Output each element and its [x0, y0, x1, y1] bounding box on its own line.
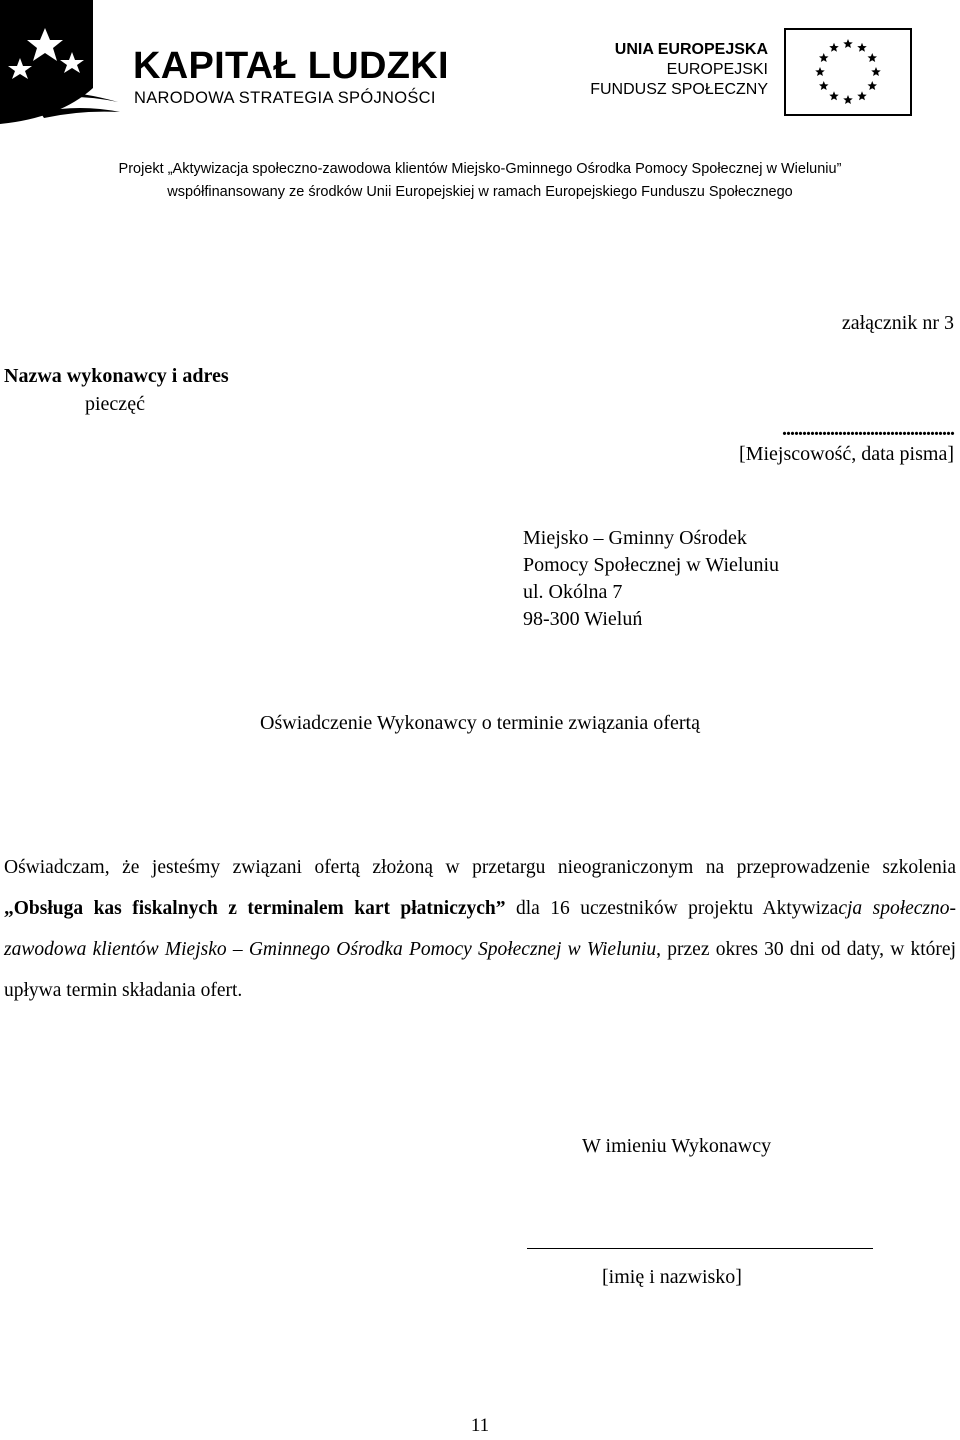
recipient-line-2: Pomocy Społecznej w Wieluniu — [523, 554, 780, 576]
kapital-ludzki-subtitle: NARODOWA STRATEGIA SPÓJNOŚCI — [134, 89, 436, 107]
signature-line — [527, 1248, 873, 1249]
kapital-ludzki-logo-emblem — [0, 0, 122, 130]
statement-text-1: Oświadczam, że jesteśmy związani ofertą złożoną w przetargu nieograniczonym na przeprowadzenie szkolenia — [4, 857, 956, 878]
vendor-stamp-label: pieczęć — [85, 393, 145, 415]
project-title-line: Projekt „Aktywizacja społeczno-zawodowa klientów Miejsko-Gminnego Ośrodka Pomocy Społecznej w Wieluniu” — [118, 161, 842, 177]
eu-flag-icon — [784, 28, 912, 116]
kapital-ludzki-title: KAPITAŁ LUDZKI — [133, 45, 449, 87]
eu-logo-line-3: FUNDUSZ SPOŁECZNY — [590, 81, 768, 98]
signature-name-label: [imię i nazwisko] — [602, 1266, 742, 1288]
page-number: 11 — [470, 1415, 490, 1436]
recipient-line-1: Miejsko – Gminny Ośrodek — [523, 527, 747, 549]
signature-label: W imieniu Wykonawcy — [582, 1135, 772, 1157]
statement-paragraph — [4, 847, 956, 1011]
training-name: „Obsługa kas fiskalnych z terminalem kart płatniczych” — [4, 898, 506, 919]
recipient-line-3: ul. Okólna 7 — [523, 581, 623, 603]
recipient-line-4: 98-300 Wieluń — [523, 608, 643, 630]
project-funding-line: współfinansowany ze środków Unii Europejskiej w ramach Europejskiego Funduszu Społecznego — [167, 184, 793, 200]
eu-logo-line-2: EUROPEJSKI — [666, 61, 768, 78]
attachment-number: załącznik nr 3 — [841, 312, 954, 334]
place-date-dots: ........................................... — [782, 418, 954, 440]
eu-logo-text — [590, 40, 768, 100]
project-name: cja społeczno-zawodowa klientów Miejsko – Gminnego Ośrodka Pomocy Społecznej w Wieluniu — [4, 898, 957, 960]
statement-text-2: dla 16 uczestników projektu Aktywiza — [505, 898, 839, 919]
statement-text-3: , przez okres 30 dni od daty, w której upływa termin składania ofert. — [4, 939, 956, 1001]
vendor-name-label: Nazwa wykonawcy i adres — [4, 365, 229, 387]
place-date-label: [Miejscowość, data pisma] — [739, 443, 954, 465]
eu-logo-line-1: UNIA EUROPEJSKA — [614, 41, 768, 58]
document-title: Oświadczenie Wykonawcy o terminie związania ofertą — [260, 712, 700, 734]
